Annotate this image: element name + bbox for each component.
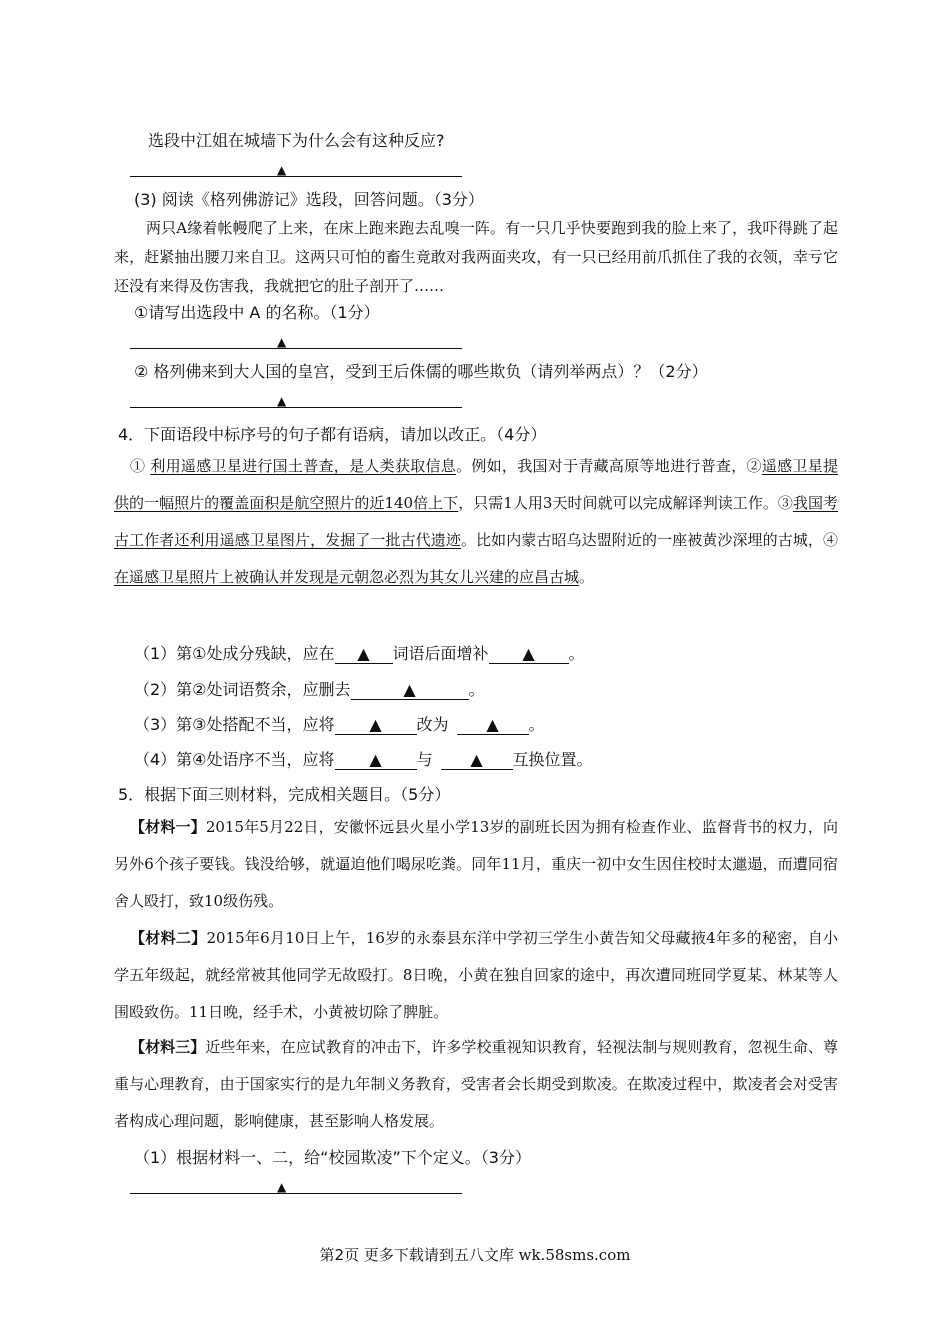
underlined-sentence-3: 我国考古工作者还利用遥感卫星图片，发掘了一批古代遗迹 xyxy=(114,494,838,549)
answer-blank[interactable] xyxy=(335,716,417,735)
question-text: （4）第④处语序不当，应将 xyxy=(134,750,335,769)
answer-blank[interactable] xyxy=(130,387,462,408)
triangle-icon: ▲ xyxy=(277,1180,287,1194)
sub-question-3 xyxy=(134,712,545,735)
sentence-number: ③ xyxy=(777,494,793,512)
triangle-icon: ▲ xyxy=(470,750,483,769)
triangle-icon: ▲ xyxy=(369,715,382,734)
answer-blank[interactable] xyxy=(130,156,462,177)
material-label: 【材料一】 xyxy=(130,818,206,836)
plain-text: 。 xyxy=(579,568,595,586)
plain-text: 。例如，我国对于青藏高原等地进行普查， xyxy=(456,457,747,475)
triangle-icon: ▲ xyxy=(522,644,535,663)
sentence-number: ① xyxy=(130,457,146,475)
question-text: （3）第③处搭配不当，应将 xyxy=(134,715,335,734)
sub-question: ② 格列佛来到大人国的皇宫，受到王后侏儒的哪些欺负（请列举两点）？（2分） xyxy=(134,362,708,381)
triangle-icon: ▲ xyxy=(277,163,287,177)
answer-blank[interactable] xyxy=(489,645,569,664)
question-text: 。 xyxy=(468,680,485,699)
page-footer xyxy=(0,1244,950,1265)
question-text: 词语后面增补 xyxy=(392,644,489,663)
material-3 xyxy=(114,1029,838,1140)
underlined-sentence-1: 利用遥感卫星进行国土普查，是人类获取信息 xyxy=(150,457,457,475)
material-label: 【材料三】 xyxy=(130,1038,206,1056)
plain-text: 。比如内蒙古昭乌达盟附近的一座被黄沙深埋的古城， xyxy=(460,531,823,549)
question-text: 与 xyxy=(416,750,433,769)
answer-blank[interactable] xyxy=(457,716,529,735)
sub-question-4 xyxy=(134,747,593,770)
answer-blank[interactable] xyxy=(441,751,513,770)
material-text: 近些年来，在应试教育的冲击下，许多学校重视知识教育，轻视法制与规则教育，忽视生命、尊重与心理教育，由于国家实行的是九年制义务教育，受害者会长期受到欺凌。在欺凌过程中，欺凌者会对受害者构成心理问题，影响健康，甚至影响人格发展。 xyxy=(114,1038,838,1130)
triangle-icon: ▲ xyxy=(486,715,499,734)
question-text: 选段中江姐在城墙下为什么会有这种反应? xyxy=(148,131,445,150)
question-text: （1）第①处成分残缺，应在 xyxy=(134,644,335,663)
answer-blank[interactable] xyxy=(335,645,393,664)
material-label: 【材料二】 xyxy=(130,929,207,947)
material-text: 2015年5月22日，安徽怀远县火星小学13岁的副班长因为拥有检查作业、监督背书的权力，向另外6个孩子要钱。钱没给够，就逼迫他们喝尿吃粪。同年11月，重庆一初中女生因住校时太邋遢，而遭同宿舍人殴打，致10级伤残。 xyxy=(114,818,838,910)
question-text: 改为 xyxy=(416,715,449,734)
question-title: 4．下面语段中标序号的句子都有语病，请加以改正。（4分） xyxy=(118,425,547,444)
plain-text: ，只需1人用3天时间就可以完成解译判读工作。 xyxy=(458,494,778,512)
sub-question-title: (3) 阅读《格列佛游记》选段，回答问题。（3分） xyxy=(134,190,484,209)
material-1 xyxy=(114,809,838,920)
sub-question: ①请写出选段中 A 的名称。（1分） xyxy=(134,303,380,322)
question-text: （2）第②处词语赘余，应删去 xyxy=(134,680,351,699)
answer-blank[interactable] xyxy=(130,328,462,349)
triangle-icon: ▲ xyxy=(277,394,287,408)
footer-link[interactable]: wk.58sms.com xyxy=(518,1246,631,1264)
triangle-icon: ▲ xyxy=(369,750,382,769)
sub-question-1 xyxy=(134,641,585,664)
sentence-number: ② xyxy=(746,457,762,475)
question-text: 。 xyxy=(528,715,545,734)
reading-passage: 两只A缘着帐幔爬了上来，在床上跑来跑去乱嗅一阵。有一只几乎快要跑到我的脸上来了，我吓得跳了起来，赶紧抽出腰刀来自卫。这两只可怕的畜生竟敢对我两面夹攻，有一只已经用前爪抓住了我的衣领，幸亏它还没有来得及伤害我，我就把它的肚子剖开了…… xyxy=(114,219,838,295)
triangle-icon: ▲ xyxy=(277,335,287,349)
question-text: 。 xyxy=(568,644,585,663)
answer-blank[interactable] xyxy=(351,681,469,700)
question-text: 互换位置。 xyxy=(512,750,593,769)
question-title: 5．根据下面三则材料，完成相关题目。（5分） xyxy=(118,785,451,804)
underlined-sentence-2: 遥感卫星提供的一幅照片的覆盖面积是航空照片的近140倍上下 xyxy=(114,457,838,512)
answer-blank[interactable] xyxy=(130,1173,462,1194)
sub-question: （1）根据材料一、二，给“校园欺凌”下个定义。（3分） xyxy=(134,1148,531,1167)
sentence-number: ④ xyxy=(822,531,838,549)
triangle-icon: ▲ xyxy=(403,680,416,699)
sub-question-2 xyxy=(134,677,485,700)
error-paragraph xyxy=(114,448,838,596)
answer-blank[interactable] xyxy=(335,751,417,770)
triangle-icon: ▲ xyxy=(357,644,370,663)
material-text: 2015年6月10日上午，16岁的永泰县东洋中学初三学生小黄告知父母藏掖4年多的秘密，自小学五年级起，就经常被其他同学无故殴打。8日晚，小黄在独自回家的途中，再次遭同班同学夏某、林某等人围殴致伤。11日晚，经手术，小黄被切除了脾脏。 xyxy=(114,929,838,1021)
material-2 xyxy=(114,920,838,1031)
footer-text: 第2页 更多下载请到五八文库 xyxy=(319,1246,519,1264)
underlined-sentence-4: 在遥感卫星照片上被确认并发现是元朝忽必烈为其女儿兴建的应昌古城 xyxy=(114,568,580,586)
